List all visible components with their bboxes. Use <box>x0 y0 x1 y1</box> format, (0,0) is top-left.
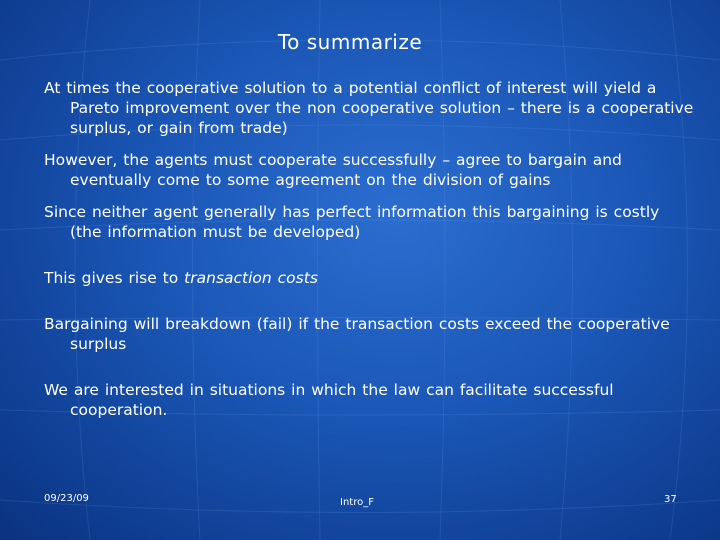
paragraph-bargaining-costly: Since neither agent generally has perfect information this bargaining is costly (the information must be developed) <box>44 203 660 241</box>
slide-title: To summarize <box>277 30 423 54</box>
paragraph-agents-cooperate: However, the agents must cooperate successfully – agree to bargain and eventually come to some agreement on the division of gains <box>44 151 622 189</box>
paragraph-bargaining-breakdown: Bargaining will breakdown (fail) if the transaction costs exceed the cooperative surplus <box>44 315 670 353</box>
transaction-prefix: This gives rise to <box>44 269 185 287</box>
slide-body <box>44 78 694 432</box>
paragraph-law-facilitate: We are interested in situations in which the law can facilitate successful cooperation. <box>44 381 614 419</box>
footer-center-label: Intro_F <box>340 497 374 508</box>
paragraph-cooperative-solution: At times the cooperative solution to a potential conflict of interest will yield a Pareto improvement over the non cooperative solution – there is a cooperative surplus, or gain from trade) <box>44 79 694 137</box>
paragraph-transaction-costs <box>44 268 694 288</box>
footer-date: 09/23/09 <box>44 493 89 504</box>
footer-page-number: 37 <box>664 494 677 505</box>
transaction-emphasis: transaction costs <box>184 269 318 287</box>
